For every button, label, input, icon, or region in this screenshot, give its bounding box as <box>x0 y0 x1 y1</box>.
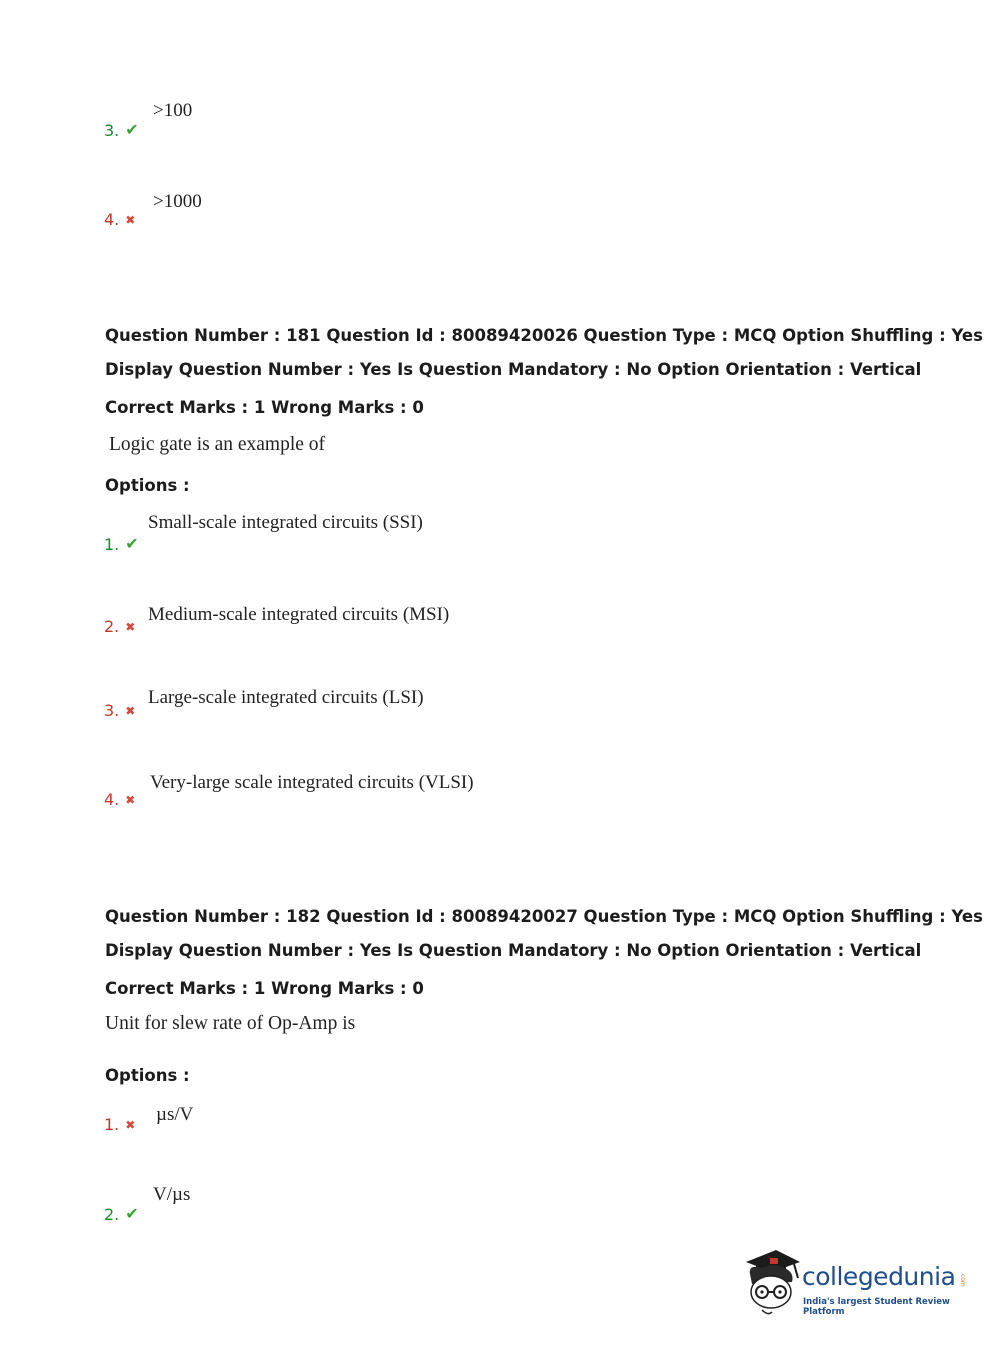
question-meta-line: Display Question Number : Yes Is Question Mandatory : No Option Orientation : Vertical <box>105 941 922 960</box>
option-number <box>104 120 139 140</box>
option-text: >100 <box>153 100 193 121</box>
option-number <box>104 1204 139 1224</box>
question-marks: Correct Marks : 1 Wrong Marks : 0 <box>105 398 424 417</box>
check-icon: ✔ <box>125 120 139 139</box>
logo-suffix: .com <box>959 1272 966 1287</box>
option-number-label: 2. <box>104 617 120 636</box>
option-text: >1000 <box>153 191 202 212</box>
cross-icon: ✖ <box>125 1118 136 1132</box>
cross-icon: ✖ <box>125 704 136 718</box>
option-number-label: 4. <box>104 210 120 229</box>
question-meta-line: Display Question Number : Yes Is Question Mandatory : No Option Orientation : Vertical <box>105 360 922 379</box>
option-number-label: 4. <box>104 790 120 809</box>
options-label: Options : <box>105 476 190 495</box>
option-text: Medium-scale integrated circuits (MSI) <box>148 604 450 625</box>
question-text: Logic gate is an example of <box>109 434 326 455</box>
collegedunia-logo <box>742 1248 972 1318</box>
mascot-icon <box>742 1248 804 1318</box>
logo-tagline: India's largest Student Review Platform <box>803 1297 950 1317</box>
check-icon: ✔ <box>125 1204 139 1223</box>
option-number-label: 1. <box>104 535 120 554</box>
option-number <box>104 617 135 636</box>
cross-icon: ✖ <box>125 620 136 634</box>
logo-name: collegedunia <box>802 1262 956 1291</box>
check-icon: ✔ <box>125 534 139 553</box>
cross-icon: ✖ <box>125 793 136 807</box>
question-meta-line: Question Number : 181 Question Id : 80089420026 Question Type : MCQ Option Shuffling : Yes <box>105 326 983 345</box>
option-number-label: 2. <box>104 1205 120 1224</box>
question-meta-line: Question Number : 182 Question Id : 80089420027 Question Type : MCQ Option Shuffling : Yes <box>105 907 983 926</box>
option-text: V/µs <box>153 1184 191 1205</box>
cross-icon: ✖ <box>125 213 136 227</box>
option-number <box>104 1115 135 1134</box>
option-number <box>104 790 135 809</box>
question-marks: Correct Marks : 1 Wrong Marks : 0 <box>105 979 424 998</box>
option-text: Small-scale integrated circuits (SSI) <box>148 512 423 533</box>
option-text: Large-scale integrated circuits (LSI) <box>148 687 424 708</box>
option-number <box>104 534 139 554</box>
option-number-label: 1. <box>104 1115 120 1134</box>
option-number <box>104 701 135 720</box>
option-text: µs/V <box>156 1104 194 1125</box>
question-text: Unit for slew rate of Op-Amp is <box>105 1013 356 1034</box>
option-number <box>104 210 135 229</box>
option-number-label: 3. <box>104 121 120 140</box>
options-label: Options : <box>105 1066 190 1085</box>
option-number-label: 3. <box>104 701 120 720</box>
option-text: Very-large scale integrated circuits (VLSI) <box>150 772 474 793</box>
